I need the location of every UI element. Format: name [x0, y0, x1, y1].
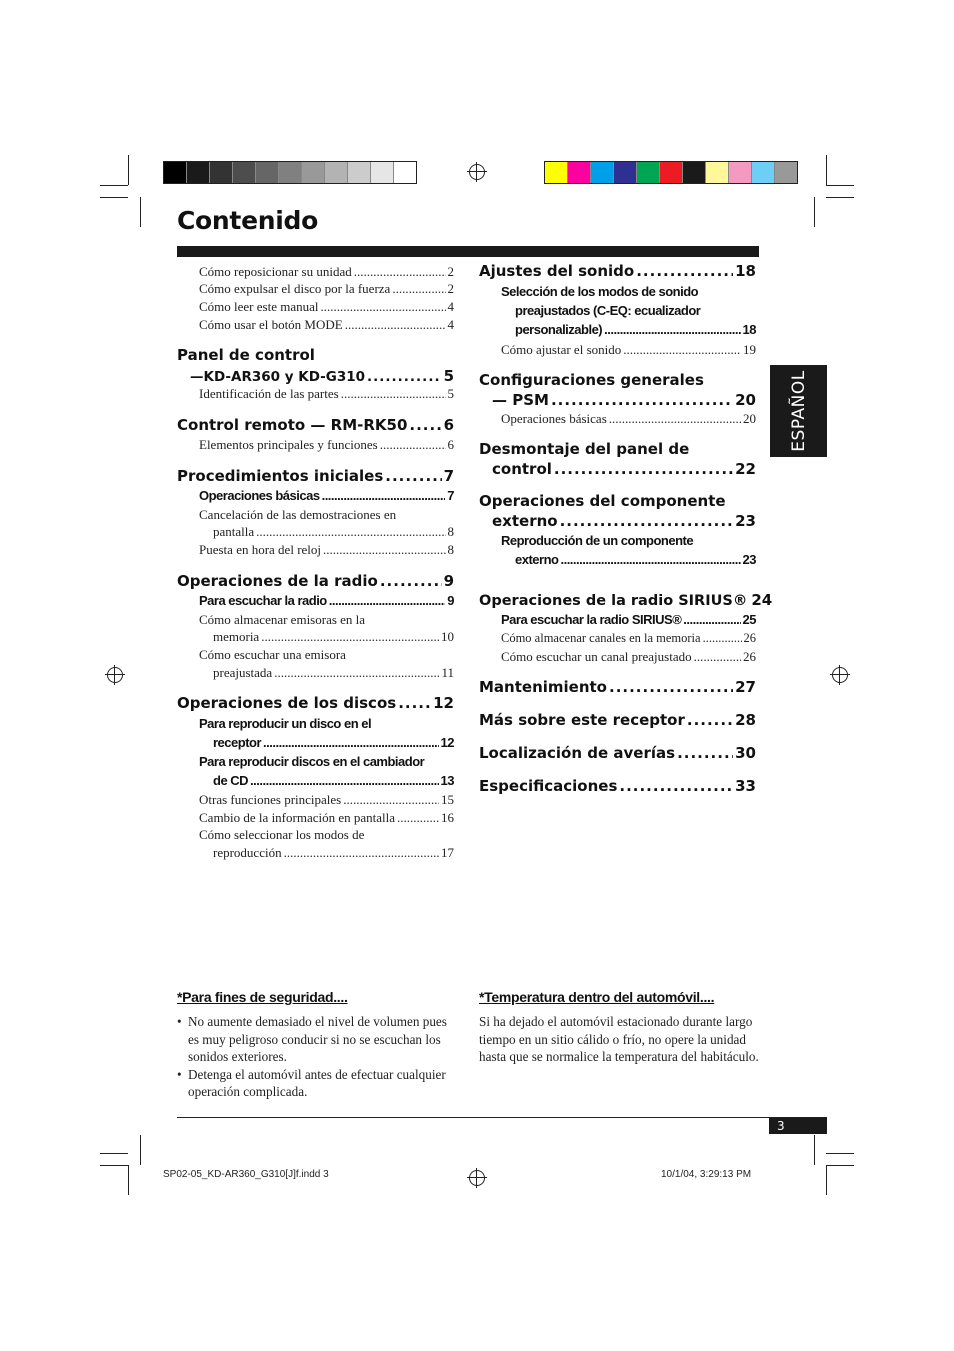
safety-title: *Para fines de seguridad....	[177, 989, 348, 1005]
toc-heading[interactable]: Operaciones de la radio ..... 9	[177, 572, 454, 590]
toc-entry-text: Cómo seleccionar los modos de	[199, 827, 365, 842]
registration-mark-icon	[832, 667, 848, 683]
crop-mark	[814, 1135, 815, 1165]
toc-subheading[interactable]: Para escuchar la radio SIRIUS® ..... 25	[501, 612, 756, 627]
crop-mark	[128, 1165, 129, 1195]
gray-calibration-bar	[163, 161, 417, 184]
toc-heading-text: Operaciones del componente	[479, 492, 726, 510]
toc-subheading[interactable]: de CD ..... 13	[213, 773, 454, 788]
toc-entry[interactable]: Puesta en hora del reloj ..... 8	[199, 542, 454, 558]
color-swatch	[706, 162, 729, 183]
toc-entry[interactable]: Cómo escuchar un canal preajustado ..... 26	[501, 649, 756, 665]
bottom-rule	[177, 1117, 827, 1118]
toc-subheading-text: Para reproducir un disco en el	[199, 716, 372, 731]
crop-mark	[100, 1165, 128, 1166]
color-swatch	[775, 162, 797, 183]
toc-entry[interactable]: preajustada ..... 11	[213, 665, 454, 681]
toc-entry-text: Cómo almacenar emisoras en la	[199, 612, 366, 627]
toc-heading[interactable]: — PSM ..... 20	[492, 391, 756, 409]
toc-subheading[interactable]: Operaciones básicas ..... 7	[199, 488, 454, 503]
toc-subheading[interactable]: externo ..... 23	[515, 552, 756, 567]
color-swatch	[683, 162, 706, 183]
color-swatch	[302, 162, 325, 183]
color-swatch	[164, 162, 187, 183]
language-tab: ESPAÑOL	[770, 365, 827, 457]
color-swatch	[325, 162, 348, 183]
date-slug: 10/1/04, 3:29:13 PM	[661, 1169, 752, 1180]
crop-mark	[814, 197, 815, 227]
toc-entry[interactable]: Cómo reposicionar su unidad ..... 2	[199, 264, 454, 280]
color-swatch	[660, 162, 683, 183]
color-swatch	[614, 162, 637, 183]
toc-entry[interactable]: Cómo leer este manual ..... 4	[199, 299, 454, 315]
toc-entry[interactable]: Cambio de la información en pantalla ..... 16	[199, 810, 454, 826]
crop-mark	[826, 185, 854, 186]
color-swatch	[348, 162, 371, 183]
crop-mark	[100, 197, 128, 198]
toc-heading[interactable]: externo ..... 23	[492, 512, 756, 530]
color-swatch	[256, 162, 279, 183]
toc-subheading[interactable]: Para escuchar la radio ..... 9	[199, 593, 454, 608]
toc-entry-text: Cancelación de las demostraciones en	[199, 507, 397, 522]
toc-entry[interactable]: memoria ..... 10	[213, 629, 454, 645]
color-swatch	[568, 162, 591, 183]
title-rule	[177, 246, 759, 257]
color-swatch	[591, 162, 614, 183]
registration-mark-icon	[469, 164, 485, 180]
color-swatch	[394, 162, 416, 183]
color-swatch	[210, 162, 233, 183]
toc-entry[interactable]: Otras funciones principales ..... 15	[199, 792, 454, 808]
registration-mark-icon	[107, 667, 123, 683]
safety-item: • Detenga el automóvil antes de efectuar cualquier operación complicada.	[177, 1066, 453, 1101]
temperature-text: Si ha dejado el automóvil estacionado durante largo tiempo en un sitio cálido o frío, no opere la unidad hasta que se normalice la temperatura del habitáculo.	[479, 1014, 759, 1064]
crop-mark	[140, 1135, 141, 1165]
color-swatch	[545, 162, 568, 183]
toc-subheading-text: Reproducción de un componente	[501, 533, 694, 548]
crop-mark	[826, 155, 827, 185]
safety-item: • No aumente demasiado el nivel de volumen pues es muy peligroso conducir si no se escuchan los sonidos exteriores.	[177, 1013, 453, 1066]
toc-heading[interactable]: Panel de control	[177, 346, 315, 364]
color-swatch	[752, 162, 775, 183]
toc-heading[interactable]: Especificaciones ..... 33	[479, 777, 756, 795]
registration-mark-icon	[469, 1170, 485, 1186]
toc-entry[interactable]: Identificación de las partes ..... 5	[199, 386, 454, 402]
toc-heading[interactable]: Control remoto — RM-RK50 ..... 6	[177, 416, 454, 434]
crop-mark	[128, 155, 129, 185]
toc-heading[interactable]: Operaciones de la radio SIRIUS® 24	[479, 591, 773, 609]
toc-heading-text: Configuraciones generales	[479, 371, 704, 389]
crop-mark	[140, 197, 141, 227]
toc-entry[interactable]: Cómo expulsar el disco por la fuerza ..... 2	[199, 281, 454, 297]
toc-subheading-text: Selección de los modos de sonido	[501, 284, 699, 299]
toc-subheading-text: preajustados (C-EQ: ecualizador	[515, 303, 701, 318]
color-swatch	[371, 162, 394, 183]
page-number: 3	[777, 1119, 785, 1133]
color-swatch	[729, 162, 752, 183]
toc-subheading[interactable]: personalizable) ..... 18	[515, 322, 756, 337]
crop-mark	[100, 185, 128, 186]
toc-heading[interactable]: Ajustes del sonido ..... 18	[479, 262, 756, 280]
toc-entry[interactable]: Operaciones básicas ..... 20	[501, 411, 756, 427]
color-calibration-bar	[544, 161, 798, 184]
toc-heading-text: Desmontaje del panel de	[479, 440, 690, 458]
crop-mark	[826, 1153, 854, 1154]
toc-heading[interactable]: Localización de averías ..... 30	[479, 744, 756, 762]
crop-mark	[826, 1165, 854, 1166]
toc-entry[interactable]: Cómo usar el botón MODE ..... 4	[199, 317, 454, 333]
crop-mark	[100, 1153, 128, 1154]
color-swatch	[637, 162, 660, 183]
color-swatch	[187, 162, 210, 183]
file-slug: SP02-05_KD-AR360_G310[J]f.indd 3	[163, 1169, 329, 1180]
toc-entry-text: Cómo escuchar una emisora	[199, 647, 346, 662]
temperature-title: *Temperatura dentro del automóvil....	[479, 989, 715, 1005]
toc-heading[interactable]: control ..... 22	[492, 460, 756, 478]
crop-mark	[826, 1165, 827, 1195]
toc-entry[interactable]: Cómo almacenar canales en la memoria ..... 26	[501, 631, 756, 646]
toc-heading[interactable]: Más sobre este receptor ..... 28	[479, 711, 756, 729]
toc-entry[interactable]: Cómo ajustar el sonido ..... 19	[501, 342, 756, 358]
toc-heading[interactable]: Procedimientos iniciales ..... 7	[177, 467, 454, 485]
toc-entry[interactable]: Elementos principales y funciones ..... 6	[199, 437, 454, 453]
page-number-box	[769, 1118, 827, 1134]
page-title: Contenido	[177, 206, 318, 235]
color-swatch	[233, 162, 256, 183]
toc-heading[interactable]: Operaciones de los discos ..... 12	[177, 694, 454, 712]
toc-entry[interactable]: pantalla ..... 8	[213, 524, 454, 540]
toc-entry[interactable]: reproducción ..... 17	[213, 845, 454, 861]
toc-subheading-text: Para reproducir discos en el cambiador	[199, 754, 425, 769]
crop-mark	[826, 197, 854, 198]
safety-notes	[177, 1013, 453, 1101]
toc-subheading[interactable]: receptor ..... 12	[213, 735, 454, 750]
toc-heading[interactable]: Mantenimiento ..... 27	[479, 678, 756, 696]
toc-heading[interactable]: —KD-AR360 y KD-G310 ..... 5	[190, 367, 454, 385]
color-swatch	[279, 162, 302, 183]
